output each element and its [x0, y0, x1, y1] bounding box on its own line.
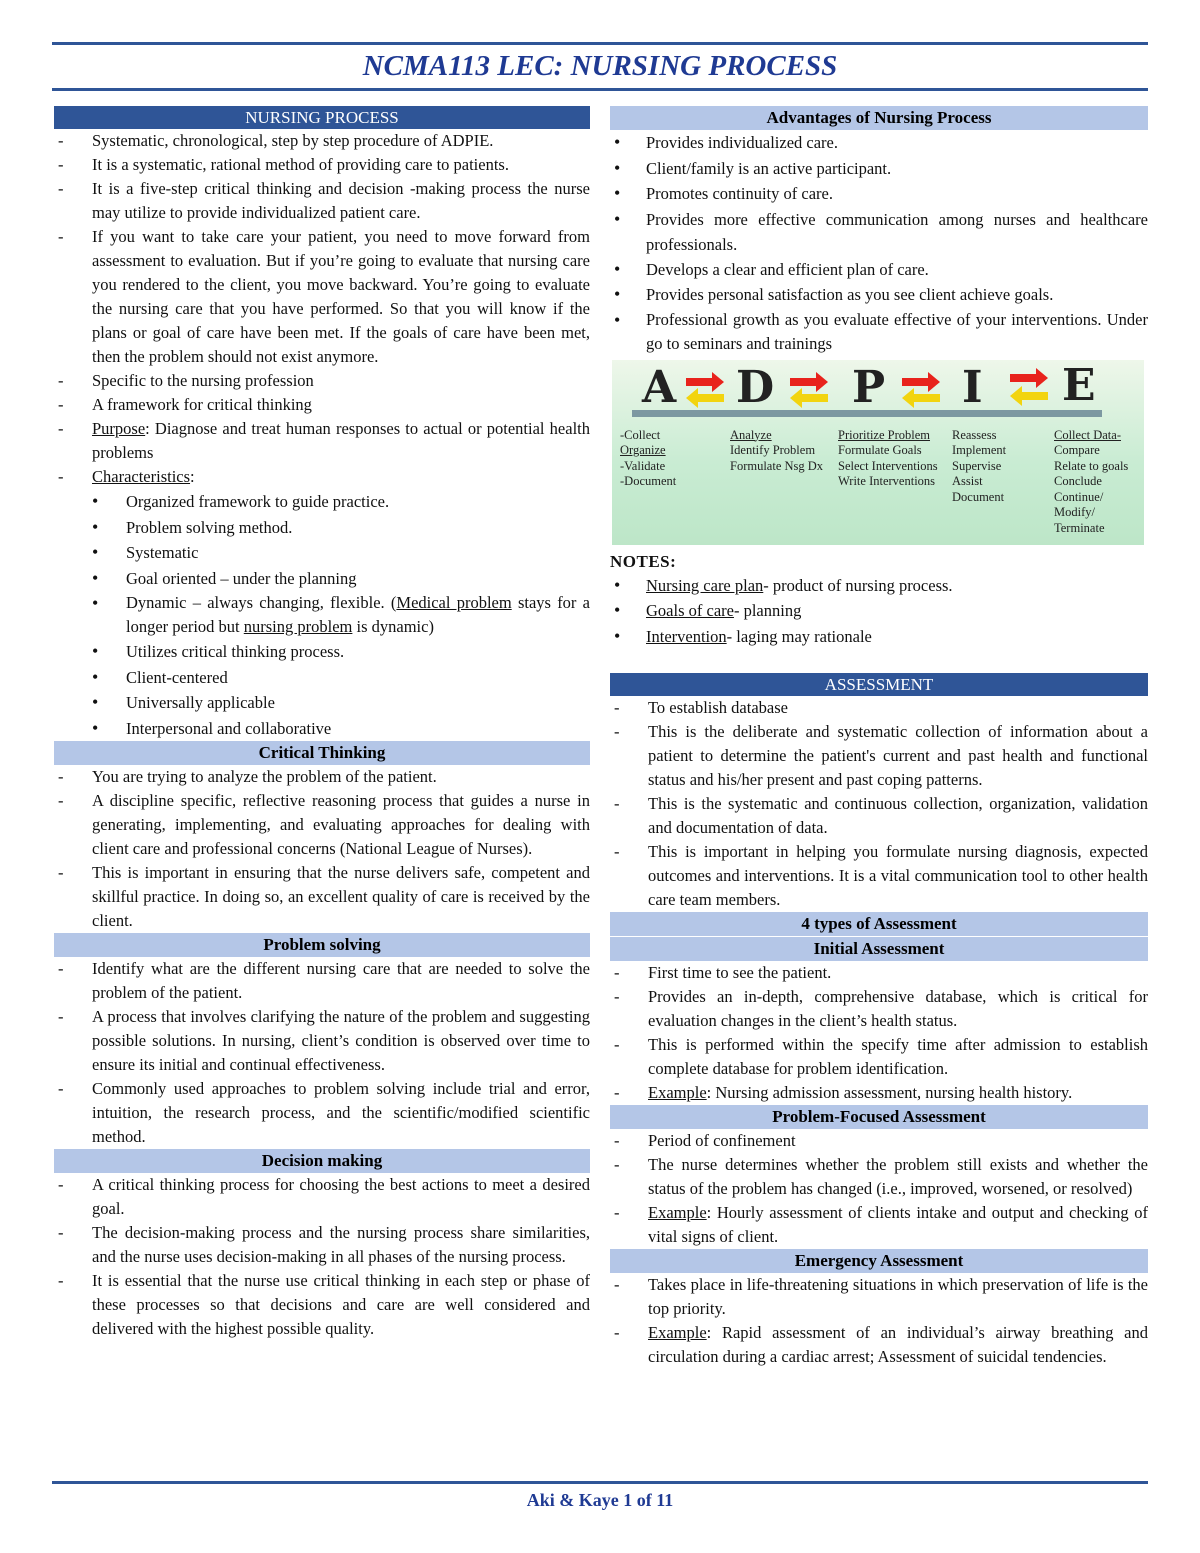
right-arrow-icon — [686, 372, 724, 392]
adpie-evaluation-steps — [1054, 428, 1128, 537]
list-item: • Provides personal satisfaction as you see client achieve goals. — [610, 282, 1148, 308]
list-item: - Provides an in-depth, comprehensive database, which is critical for evaluation changes in the client’s health status. — [610, 985, 1148, 1033]
step-text: Implement — [952, 443, 1007, 457]
section-heading-critical-thinking: Critical Thinking — [54, 741, 590, 765]
list-item — [54, 591, 590, 639]
list-item: - Takes place in life-threatening situations in which preservation of life is the top priority. — [610, 1273, 1148, 1321]
list-item: - It is a five-step critical thinking and decision -making process the nurse may utilize to provide individualized patient care. — [54, 177, 590, 225]
note-term: Goals of care — [646, 601, 734, 620]
right-arrow-icon — [902, 372, 940, 392]
list-item: - The nurse determines whether the problem still exists and whether the status of the problem has changed (i.e., improved, worsened, or resolved) — [610, 1153, 1148, 1201]
list-item: • Client-centered — [54, 665, 590, 691]
nursing-problem-term: nursing problem — [243, 617, 353, 636]
top-rule — [52, 42, 1148, 45]
list-item: • Client/family is an active participant. — [610, 156, 1148, 182]
footer-rule — [52, 1481, 1148, 1484]
adpie-letter-p: P — [852, 361, 886, 413]
list-item: • Interpersonal and collaborative — [54, 716, 590, 742]
step-text: Continue/ — [1054, 489, 1104, 504]
step-text: Analyze — [730, 427, 772, 442]
characteristics-item — [54, 465, 590, 489]
list-item: - It is essential that the nurse use critical thinking in each step or phase of these processes so that decisions and care are well considered and delivered with the highest possible quality. — [54, 1269, 590, 1341]
note-text: - product of nursing process. — [763, 575, 953, 595]
purpose-label: Purpose — [92, 419, 146, 438]
example-item — [610, 1321, 1148, 1369]
list-item: - This is performed within the specify time after admission to establish complete database for problem identification. — [610, 1033, 1148, 1081]
step-text: Relate to goals — [1054, 458, 1129, 473]
page-title: NCMA113 LEC: NURSING PROCESS — [362, 50, 838, 82]
dynamic-text-a: Dynamic – always changing, flexible. ( — [126, 593, 397, 612]
adpie-implementation-steps — [952, 428, 1006, 506]
step-text: Prioritize Problem — [838, 427, 930, 442]
step-text: -Collect — [620, 427, 661, 442]
initial-assessment-list — [610, 961, 1148, 1105]
arrow-pair-pi — [902, 372, 940, 408]
example-text: : Rapid assessment of an individual’s airway breathing and circulation during a cardiac arrest; Assessment of suicidal tendencies. — [648, 1323, 1148, 1366]
list-item: - This is the deliberate and systematic collection of information about a patient to determine the patient's current and past health and functional status and his/her present and past coping patterns. — [610, 720, 1148, 792]
adpie-letters-row — [612, 360, 1144, 422]
section-heading-types: 4 types of Assessment — [610, 912, 1148, 936]
step-text: Formulate Goals — [838, 443, 922, 457]
purpose-text: : Diagnose and treat human responses to actual or potential health problems — [92, 419, 590, 462]
nursing-process-list — [54, 129, 590, 489]
list-item: - A discipline specific, reflective reasoning process that guides a nurse in generating, implementing, and evaluating approaches for dealing with client care and professional concerns (National League of Nurses). — [54, 789, 590, 861]
step-text: Collect Data- — [1054, 427, 1121, 442]
section-heading-advantages: Advantages of Nursing Process — [610, 106, 1148, 130]
list-item: • Goal oriented – under the planning — [54, 566, 590, 592]
step-text: -Validate — [620, 458, 666, 473]
right-column — [610, 106, 1148, 1369]
arrow-pair-dp — [790, 372, 828, 408]
adpie-planning-steps — [838, 428, 938, 490]
right-arrow-icon — [1010, 368, 1048, 388]
list-item: - Identify what are the different nursing care that are needed to solve the problem of the patient. — [54, 957, 590, 1005]
title-rule — [52, 88, 1148, 91]
list-item: • Promotes continuity of care. — [610, 181, 1148, 207]
example-label: Example — [648, 1323, 707, 1342]
characteristics-list — [54, 489, 590, 741]
adpie-diagnosis-steps — [730, 428, 823, 475]
section-heading-problem-solving: Problem solving — [54, 933, 590, 957]
left-arrow-icon — [790, 388, 828, 408]
list-item: • Systematic — [54, 540, 590, 566]
example-item — [610, 1201, 1148, 1249]
left-arrow-icon — [1010, 386, 1048, 406]
list-item: - To establish database — [610, 696, 1148, 720]
step-text: -Document — [620, 474, 677, 488]
adpie-diagram — [612, 360, 1144, 545]
page-footer: Aki & Kaye 1 of 11 — [526, 1490, 674, 1510]
list-item: • Organized framework to guide practice. — [54, 489, 590, 515]
adpie-letter-a: A — [642, 361, 677, 413]
list-item: - Systematic, chronological, step by step procedure of ADPIE. — [54, 129, 590, 153]
list-item: - It is a systematic, rational method of providing care to patients. — [54, 153, 590, 177]
notes-list — [610, 573, 1148, 650]
notes-title: NOTES: — [610, 551, 677, 571]
step-text: Document — [952, 489, 1005, 504]
characteristics-colon: : — [190, 467, 195, 486]
note-term: Nursing care plan — [646, 575, 764, 595]
step-text: Reassess — [952, 427, 997, 442]
purpose-item — [54, 417, 590, 465]
list-item: • Provides more effective communication among nurses and healthcare professionals. — [610, 207, 1148, 257]
section-heading-decision-making: Decision making — [54, 1149, 590, 1173]
example-text: : Nursing admission assessment, nursing health history. — [706, 1083, 1073, 1102]
note-text: - laging may rationale — [726, 626, 872, 646]
emergency-list — [610, 1273, 1148, 1369]
list-item: - If you want to take care your patient, you need to move forward from assessment to evaluation. But if you’re going to evaluate that nursing care you rendered to the client, you move backward. You’re going to evaluate the nursing care that you have performed. So that you will know if the plans or goal of care have been met. If the goals of care have been met, then the problem should not exist anymore. — [54, 225, 590, 369]
medical-problem-term: Medical problem — [396, 593, 512, 612]
step-text: Organize — [620, 443, 666, 457]
list-item: - A process that involves clarifying the nature of the problem and suggesting possible solutions. In nursing, client’s condition is observed over time to ensure its initial and continual effectiveness. — [54, 1005, 590, 1077]
adpie-letter-d: D — [736, 361, 775, 413]
formulate-nsg-dx: Formulate Nsg Dx — [730, 458, 824, 473]
left-column — [54, 106, 590, 1341]
left-arrow-icon — [686, 388, 724, 408]
list-item: - This is the systematic and continuous collection, organization, validation and documentation of data. — [610, 792, 1148, 840]
problem-focused-list — [610, 1129, 1148, 1249]
example-label: Example — [648, 1083, 707, 1102]
list-item: - Specific to the nursing profession — [54, 369, 590, 393]
list-item: • Develops a clear and efficient plan of care. — [610, 257, 1148, 283]
step-text: Assist — [952, 474, 983, 488]
example-text: : Hourly assessment of clients intake and output and checking of vital signs of client. — [648, 1203, 1148, 1246]
assessment-list — [610, 696, 1148, 912]
critical-thinking-list — [54, 765, 590, 933]
arrow-pair-ie — [1010, 368, 1048, 406]
list-item: - A critical thinking process for choosing the best actions to meet a desired goal. — [54, 1173, 590, 1221]
list-item: - Period of confinement — [610, 1129, 1148, 1153]
section-heading-emergency: Emergency Assessment — [610, 1249, 1148, 1273]
list-item: - The decision-making process and the nursing process share similarities, and the nurse uses decision-making in all phases of the nursing process. — [54, 1221, 590, 1269]
step-text: Compare — [1054, 443, 1100, 457]
arrow-pair-ad — [686, 372, 724, 408]
list-item: • Professional growth as you evaluate effective of your interventions. Under go to seminars and trainings — [610, 308, 1148, 356]
note-text: - planning — [733, 601, 802, 620]
characteristics-label: Characteristics — [92, 467, 191, 486]
list-item: • Universally applicable — [54, 690, 590, 716]
list-item — [610, 573, 1148, 599]
list-item — [610, 598, 1148, 624]
adpie-assessment-steps — [620, 428, 676, 490]
right-arrow-icon — [790, 372, 828, 392]
example-item — [610, 1081, 1148, 1105]
decision-making-list — [54, 1173, 590, 1341]
list-item: - Commonly used approaches to problem solving include trial and error, intuition, the research process, and the scientific/modified scientific method. — [54, 1077, 590, 1149]
step-text: Conclude — [1054, 474, 1102, 488]
list-item: - A framework for critical thinking — [54, 393, 590, 417]
list-item: • Problem solving method. — [54, 515, 590, 541]
section-heading-initial: Initial Assessment — [610, 937, 1148, 961]
list-item: - This is important in ensuring that the nurse delivers safe, competent and skillful practice. In doing so, an excellent quality of care is received by the client. — [54, 861, 590, 933]
step-text: Supervise — [952, 458, 1002, 473]
left-arrow-icon — [902, 388, 940, 408]
advantages-list — [610, 130, 1148, 356]
adpie-letter-e: E — [1062, 359, 1096, 411]
step-text: Select Interventions — [838, 458, 938, 473]
step-text — [730, 459, 823, 475]
section-heading-assessment: ASSESSMENT — [610, 673, 1148, 696]
list-item: - First time to see the patient. — [610, 961, 1148, 985]
step-text: Modify/ — [1054, 505, 1095, 519]
section-heading-problem-focused: Problem-Focused Assessment — [610, 1105, 1148, 1129]
list-item — [610, 624, 1148, 650]
problem-solving-list — [54, 957, 590, 1149]
note-term: Intervention — [646, 626, 727, 646]
list-item: - You are trying to analyze the problem of the patient. — [54, 765, 590, 789]
dynamic-text-b: stays for a longer period but — [126, 593, 591, 636]
adpie-letter-i: I — [962, 361, 983, 413]
section-heading-nursing-process: NURSING PROCESS — [54, 106, 590, 129]
example-label: Example — [648, 1203, 707, 1222]
list-item: - This is important in helping you formulate nursing diagnosis, expected outcomes and interventions. It is a vital communication tool to other health care team members. — [610, 840, 1148, 912]
step-text: Terminate — [1054, 520, 1105, 535]
list-item: • Utilizes critical thinking process. — [54, 639, 590, 665]
step-text: Identify Problem — [730, 443, 816, 457]
dynamic-text-c: is dynamic) — [352, 617, 434, 636]
step-text: Write Interventions — [838, 474, 936, 488]
list-item: • Provides individualized care. — [610, 130, 1148, 156]
